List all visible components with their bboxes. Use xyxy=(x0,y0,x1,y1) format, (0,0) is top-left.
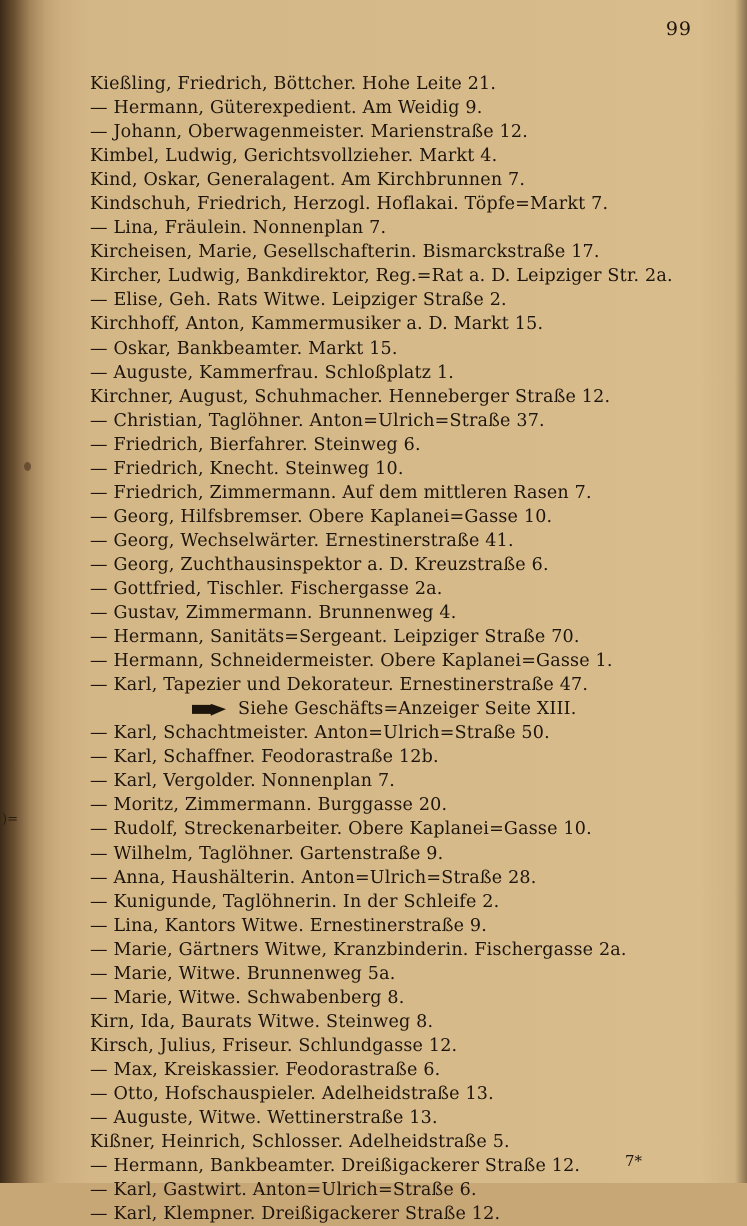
directory-entry: — Hermann, Güterexpedient. Am Weidig 9. xyxy=(90,98,483,119)
directory-entry: Kirchhoff, Anton, Kammermusiker a. D. Markt 15. xyxy=(90,314,544,335)
directory-entry: — Karl, Vergolder. Nonnenplan 7. xyxy=(90,771,396,792)
directory-entry: — Friedrich, Bierfahrer. Steinweg 6. xyxy=(90,434,421,455)
directory-entry: — Elise, Geh. Rats Witwe. Leipziger Straße 2. xyxy=(90,290,507,311)
directory-entry: — Karl, Klempner. Dreißigackerer Straße 12. xyxy=(90,1204,501,1225)
pointing-hand-icon xyxy=(192,704,226,716)
directory-entry: — Lina, Fräulein. Nonnenplan 7. xyxy=(90,218,387,239)
cross-reference-entry xyxy=(90,697,740,721)
directory-entry: — Hermann, Bankbeamter. Dreißigackerer Straße 12. xyxy=(90,1156,581,1177)
directory-entry: — Friedrich, Zimmermann. Auf dem mittleren Rasen 7. xyxy=(90,482,592,503)
directory-entry: Kindschuh, Friedrich, Herzogl. Hoflakai. Töpfe=Markt 7. xyxy=(90,194,609,215)
directory-entry: Kirchner, August, Schuhmacher. Henneberger Straße 12. xyxy=(90,386,611,407)
directory-entry: — Hermann, Schneidermeister. Obere Kaplanei=Gasse 1. xyxy=(90,651,613,672)
directory-entry: — Marie, Witwe. Schwabenberg 8. xyxy=(90,987,405,1008)
directory-entry: Kißner, Heinrich, Schlosser. Adelheidstraße 5. xyxy=(90,1132,510,1153)
directory-entry: — Anna, Haushälterin. Anton=Ulrich=Straße 28. xyxy=(90,867,537,888)
directory-entry: — Gottfried, Tischler. Fischergasse 2a. xyxy=(90,578,443,599)
directory-entry: Kircheisen, Marie, Gesellschafterin. Bismarckstraße 17. xyxy=(90,242,600,263)
directory-entry: — Karl, Gastwirt. Anton=Ulrich=Straße 6. xyxy=(90,1180,477,1201)
page-number: 99 xyxy=(665,18,692,40)
signature-mark: 7* xyxy=(624,1152,642,1170)
directory-entry: — Karl, Tapezier und Dekorateur. Ernestinerstraße 47. xyxy=(90,675,589,696)
directory-entry: — Kunigunde, Taglöhnerin. In der Schleife 2. xyxy=(90,891,500,912)
directory-entries xyxy=(90,72,740,1226)
gutter-mark: )= xyxy=(2,812,18,827)
directory-entry: — Georg, Zuchthausinspektor a. D. Kreuzstraße 6. xyxy=(90,554,549,575)
directory-entry: — Oskar, Bankbeamter. Markt 15. xyxy=(90,338,398,359)
directory-entry: — Wilhelm, Taglöhner. Gartenstraße 9. xyxy=(90,843,444,864)
directory-entry: — Auguste, Kammerfrau. Schloßplatz 1. xyxy=(90,362,455,383)
directory-entry: Kirn, Ida, Baurats Witwe. Steinweg 8. xyxy=(90,1011,434,1032)
directory-entry: — Rudolf, Streckenarbeiter. Obere Kaplanei=Gasse 10. xyxy=(90,819,592,840)
directory-entry: — Lina, Kantors Witwe. Ernestinerstraße 9. xyxy=(90,915,488,936)
directory-entry: — Georg, Hilfsbremser. Obere Kaplanei=Gasse 10. xyxy=(90,506,553,527)
ink-spot xyxy=(24,462,31,471)
directory-entry: — Georg, Wechselwärter. Ernestinerstraße 41. xyxy=(90,530,514,551)
directory-entry: — Johann, Oberwagenmeister. Marienstraße 12. xyxy=(90,122,528,143)
directory-entry: — Friedrich, Knecht. Steinweg 10. xyxy=(90,458,404,479)
directory-entry: — Marie, Gärtners Witwe, Kranzbinderin. Fischergasse 2a. xyxy=(90,939,627,960)
directory-entry: — Marie, Witwe. Brunnenweg 5a. xyxy=(90,963,396,984)
directory-entry: Kind, Oskar, Generalagent. Am Kirchbrunnen 7. xyxy=(90,170,526,191)
directory-entry: — Max, Kreiskassier. Feodorastraße 6. xyxy=(90,1059,441,1080)
directory-entry: Kießling, Friedrich, Böttcher. Hohe Leite 21. xyxy=(90,74,497,94)
directory-entry: — Gustav, Zimmermann. Brunnenweg 4. xyxy=(90,603,457,624)
directory-entry: — Christian, Taglöhner. Anton=Ulrich=Straße 37. xyxy=(90,410,545,431)
cross-reference-text: Siehe Geschäfts=Anzeiger Seite XIII. xyxy=(238,699,577,720)
directory-entry: Kimbel, Ludwig, Gerichtsvollzieher. Markt 4. xyxy=(90,146,498,167)
directory-entry: Kircher, Ludwig, Bankdirektor, Reg.=Rat a. D. Leipziger Str. 2a. xyxy=(90,266,673,287)
directory-entry: — Karl, Schachtmeister. Anton=Ulrich=Straße 50. xyxy=(90,723,550,744)
directory-entry: — Moritz, Zimmermann. Burggasse 20. xyxy=(90,795,448,816)
directory-entry: Kirsch, Julius, Friseur. Schlundgasse 12. xyxy=(90,1035,458,1056)
directory-entry: — Karl, Schaffner. Feodorastraße 12b. xyxy=(90,747,439,768)
directory-entry: — Auguste, Witwe. Wettinerstraße 13. xyxy=(90,1108,438,1129)
directory-entry: — Otto, Hofschauspieler. Adelheidstraße 13. xyxy=(90,1083,494,1104)
directory-entry: — Hermann, Sanitäts=Sergeant. Leipziger Straße 70. xyxy=(90,627,580,648)
